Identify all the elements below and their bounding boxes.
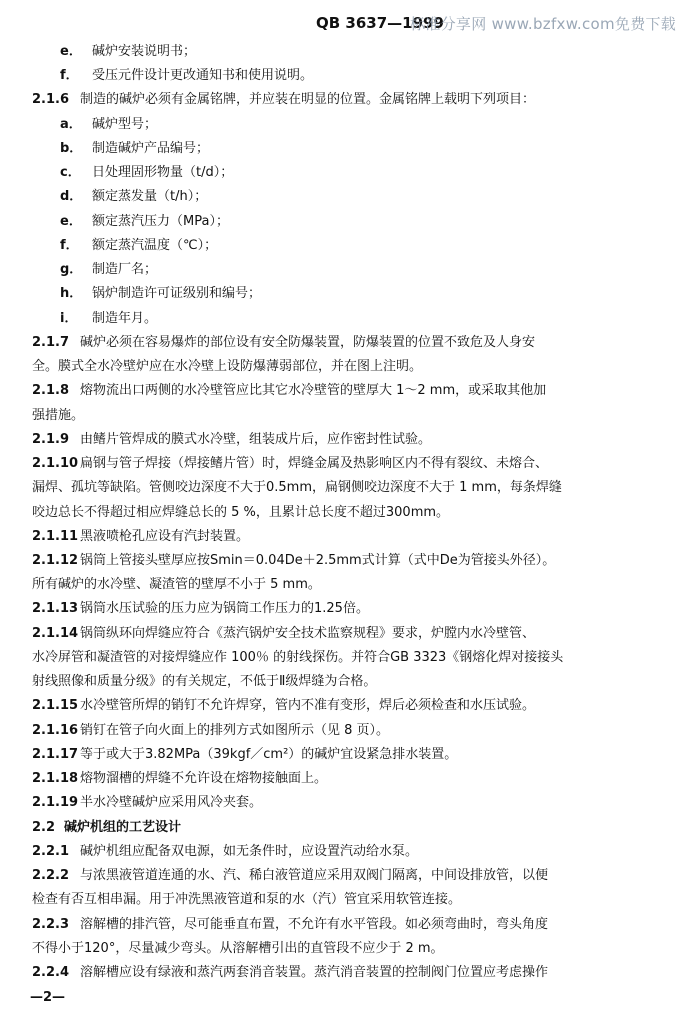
clause-text: 溶解槽应设有绿液和蒸汽两套消音装置。蒸汽消音装置的控制阀门位置应考虑操作 xyxy=(80,965,549,980)
text-line xyxy=(32,892,461,908)
clause-number: 2.1.19 xyxy=(32,795,79,811)
clause-number: 2.2.3 xyxy=(32,916,70,932)
text-line xyxy=(32,408,84,424)
clause-number: 2.1.6 xyxy=(32,92,70,108)
clause-text: 等于或大于3.82MPa（39kgf／cm²）的碱炉宜设紧急排水装置。 xyxy=(80,746,458,762)
clause-number: 2.1.13 xyxy=(32,601,79,617)
page-number: —2— xyxy=(30,990,66,1005)
text-line xyxy=(32,795,262,811)
text-line xyxy=(60,68,313,84)
clause-text: 锅炉制造许可证级别和编号； xyxy=(92,286,262,302)
clause-text: 碱炉机组的工艺设计 xyxy=(64,819,182,835)
clause-number: c． xyxy=(60,165,81,181)
clause-text: 与浓黑液管道连通的水、汽、稀白液管道应采用双阀门隔离，中间设排放管，以便 xyxy=(80,868,549,884)
clause-number: 2.1.11 xyxy=(32,528,79,544)
clause-number: 2.1.14 xyxy=(32,625,79,641)
clause-number: d． xyxy=(60,189,83,205)
clause-number: 2.1.17 xyxy=(32,746,79,762)
text-line xyxy=(32,480,562,496)
clause-text: 水冷屏管和凝渣管的对接焊缝应作 100％ 的射线探伤。并符合GB 3323《钢熔化焊对接接头 xyxy=(32,649,564,665)
text-line xyxy=(60,189,207,205)
text-line xyxy=(32,820,181,836)
clause-number: h． xyxy=(60,286,83,302)
clause-number: 2.1.7 xyxy=(32,334,70,350)
clause-text: 锅筒上管接头壁厚应按Smin＝0.04De＋2.5mm式计算（式中De为管接头外径）。 xyxy=(80,552,556,568)
text-line xyxy=(32,432,431,448)
clause-number: 2.1.8 xyxy=(32,383,70,399)
clause-number: a． xyxy=(60,116,82,132)
text-line xyxy=(60,286,261,302)
clause-text: 溶解槽的排汽管，尽可能垂直布置，不允许有水平管段。如必须弯曲时，弯头角度 xyxy=(80,916,549,932)
clause-number: e． xyxy=(60,44,82,59)
clause-text: 不得小于120°，尽量减少弯头。从溶解槽引出的直管段不应少于 2 m。 xyxy=(32,940,444,956)
text-line xyxy=(32,747,457,763)
clause-number: f． xyxy=(60,68,79,84)
clause-text: 额定蒸汽温度（℃）； xyxy=(92,237,218,253)
text-line xyxy=(32,771,327,787)
clause-text: 销钉在管子向火面上的排列方式如图所示（见 8 页）。 xyxy=(80,722,390,738)
clause-number: 2.1.9 xyxy=(32,431,70,447)
text-line xyxy=(32,844,418,860)
text-line xyxy=(32,505,449,521)
clause-text: 水冷壁管所焊的销钉不允许焊穿，管内不准有变形，焊后必须检查和水压试验。 xyxy=(80,698,536,714)
clause-number: 2.2.2 xyxy=(32,868,70,884)
clause-number: 2.2.4 xyxy=(32,965,70,980)
text-line xyxy=(60,141,209,157)
clause-number: f． xyxy=(60,237,79,253)
text-line xyxy=(32,553,555,569)
clause-text: 额定蒸汽压力（MPa）； xyxy=(92,213,229,229)
clause-number: 2.1.18 xyxy=(32,771,79,787)
clause-text: 碱炉机组应配备双电源，如无条件时，应设置汽动给水泵。 xyxy=(80,843,419,859)
text-line xyxy=(32,650,563,666)
text-line xyxy=(32,626,535,642)
watermark: 标准分享网 www.bzfxw.com免费下载 xyxy=(410,15,677,33)
clause-text: 制造厂名； xyxy=(92,262,158,278)
clause-number: 2.2 xyxy=(32,819,56,835)
text-line xyxy=(32,383,546,399)
clause-text: 检查有否互相串漏。用于冲洗黑液管道和泵的水（汽）管宜采用软管连接。 xyxy=(32,892,462,908)
clause-text: 碱炉必须在容易爆炸的部位设有安全防爆装置，防爆装置的位置不致危及人身安 xyxy=(80,334,536,350)
clause-text: 咬边总长不得超过相应焊缝总长的 5 %，且累计总长度不超过300mm。 xyxy=(32,504,450,520)
clause-text: 强措施。 xyxy=(32,407,85,423)
text-line xyxy=(60,165,233,181)
text-line xyxy=(32,359,422,375)
clause-number: i． xyxy=(60,310,78,326)
text-line xyxy=(32,456,548,472)
text-line xyxy=(32,92,535,108)
clause-text: 熔物溜槽的焊缝不允许设在熔物接触面上。 xyxy=(80,771,328,787)
clause-text: 日处理固形物量（t/d）； xyxy=(92,165,234,181)
text-line xyxy=(32,917,548,933)
clause-number: 2.2.1 xyxy=(32,843,70,859)
clause-text: 额定蒸发量（t/h）； xyxy=(92,189,208,205)
clause-text: 扁钢与管子焊接（焊接鳍片管）时，焊缝金属及热影响区内不得有裂纹、未熔合、 xyxy=(80,456,549,472)
clause-number: e． xyxy=(60,213,82,229)
clause-number: g． xyxy=(60,262,83,278)
clause-number: 2.1.10 xyxy=(32,456,79,472)
text-line xyxy=(32,601,369,617)
clause-text: 碱炉型号； xyxy=(92,116,158,132)
clause-text: 制造的碱炉必须有金属铭牌，并应装在明显的位置。金属铭牌上载明下列项目： xyxy=(80,92,536,108)
clause-text: 射线照像和质量分级》的有关规定，不低于Ⅱ级焊缝为合格。 xyxy=(32,674,377,690)
clause-text: 制造碱炉产品编号； xyxy=(92,140,210,156)
clause-number: 2.1.16 xyxy=(32,722,79,738)
text-line xyxy=(60,117,157,133)
clause-number: b． xyxy=(60,140,83,156)
text-line xyxy=(32,868,548,884)
text-line xyxy=(60,238,217,254)
text-line xyxy=(60,44,196,60)
text-line xyxy=(60,311,157,327)
clause-text: 制造年月。 xyxy=(92,310,158,326)
text-line xyxy=(32,674,376,690)
clause-number: 2.1.12 xyxy=(32,552,79,568)
clause-text: 碱炉安装说明书； xyxy=(92,44,197,59)
text-line xyxy=(32,965,548,981)
text-line xyxy=(32,941,444,957)
text-line xyxy=(32,577,321,593)
text-line xyxy=(60,262,157,278)
clause-text: 漏焊、孤坑等缺陷。管侧咬边深度不大于0.5mm，扁钢侧咬边深度不大于 1 mm，每条焊缝 xyxy=(32,480,562,496)
text-line xyxy=(32,698,535,714)
text-line xyxy=(32,335,535,351)
page-header xyxy=(0,8,690,36)
clause-text: 黑液喷枪孔应设有汽封装置。 xyxy=(80,528,250,544)
text-line xyxy=(32,723,389,739)
text-line xyxy=(60,214,229,230)
standard-code: QB 3637—1999 xyxy=(316,14,444,32)
clause-text: 锅筒纵环向焊缝应符合《蒸汽锅炉安全技术监察规程》要求，炉膛内水冷壁管、 xyxy=(80,625,536,641)
clause-number: 2.1.15 xyxy=(32,698,79,714)
text-line xyxy=(32,529,249,545)
clause-text: 所有碱炉的水冷壁、凝渣管的壁厚不小于 5 mm。 xyxy=(32,577,321,593)
clause-text: 锅筒水压试验的压力应为锅筒工作压力的1.25倍。 xyxy=(80,601,369,617)
clause-text: 受压元件设计更改通知书和使用说明。 xyxy=(92,68,314,84)
clause-text: 由鳍片管焊成的膜式水冷壁，组装成片后，应作密封性试验。 xyxy=(80,431,432,447)
clause-text: 熔物流出口两侧的水冷壁管应比其它水冷壁管的壁厚大 1～2 mm，或采取其他加 xyxy=(80,383,547,399)
clause-text: 全。膜式全水冷壁炉应在水冷壁上设防爆薄弱部位，并在图上注明。 xyxy=(32,359,423,375)
clause-text: 半水冷壁碱炉应采用风冷夹套。 xyxy=(80,795,263,811)
